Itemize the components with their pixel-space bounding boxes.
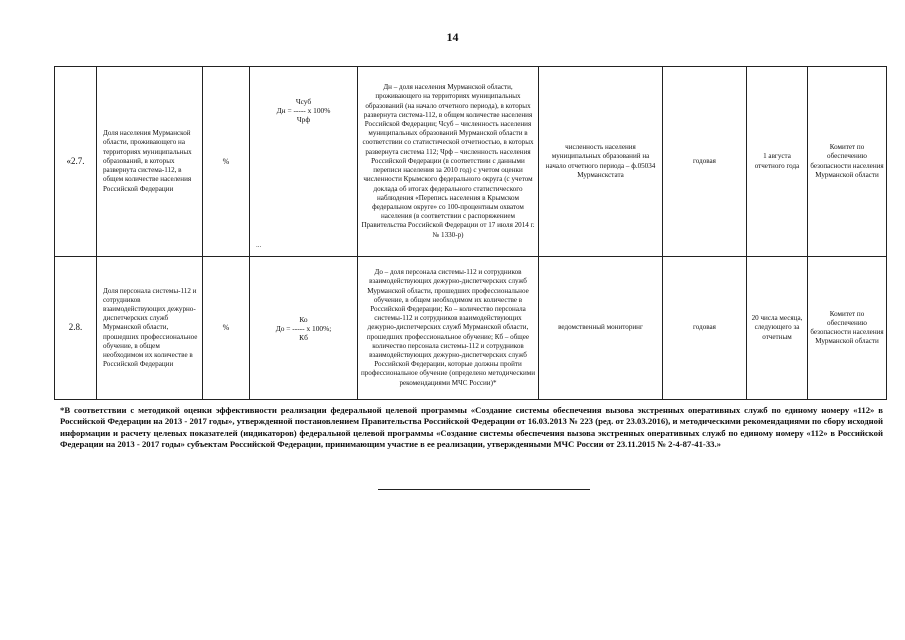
unit: % — [203, 257, 250, 400]
term: 20 числа месяца, следующего за отчетным — [747, 257, 808, 400]
indicators-table — [54, 66, 887, 400]
row-number: «2.7. — [55, 67, 97, 257]
formula — [252, 315, 355, 342]
formula-numerator: Ко — [299, 314, 308, 324]
term: 1 августа отчетного года — [747, 67, 808, 257]
formula-denominator: Чрф — [296, 115, 311, 124]
indicator-name: Доля персонала системы-112 и сотрудников взаимодействующих дежурно-диспетчерских служб Мурманской области, прошедших профессиональное обучение, в общем необходимом их количестве в Российской Федерации — [97, 257, 203, 400]
formula-denominator: Кб — [299, 332, 308, 342]
separator-line — [378, 489, 590, 490]
frequency: годовая — [663, 257, 747, 400]
data-source: ведомственный мониторинг — [539, 257, 663, 400]
table-row — [55, 257, 887, 400]
responsible: Комитет по обеспечению безопасности населения Мурманской области — [808, 257, 887, 400]
formula-cell — [250, 67, 358, 257]
data-source: численность населения муниципальных образований на начало отчетного периода – ф.05034 Мурманскстата — [539, 67, 663, 257]
footnote: *В соответствии с методикой оценки эффективности реализации федеральной целевой программы «Создание системы обеспечения вызова экстренных оперативных служб по единому номеру «112» в Российской Федерации на 2013 - 2017 годы», утвержденной постановлением Правительства Российской Федерации от 16.03.2013 № 223 (ред. от 23.03.2016), и методическими рекомендациями по сбору исходной информации и расчету целевых показателей (индикаторов) федеральной целевой программы «Создание системы обеспечения вызова экстренных оперативных служб по единому номеру «112» в Российской Федерации на 2013 - 2017 годы» субъектам Российской Федерации, принимающим участие в ее реализации, утвержденными МЧС России от 23.11.2015 № 2-4-87-41-33.» — [60, 405, 883, 450]
table-row — [55, 67, 887, 257]
formula-mark: ... — [256, 240, 262, 249]
formula-line: До = ----- х 100%; — [275, 323, 332, 333]
indicator-description: Дн – доля населения Мурманской области, проживающего на территориях муниципальных образований (на начало отчетного периода), в которых развернута система-112, в общем количестве населения Российской Федерации; Чсуб – численность населения муниципальных образований Мурманской области в соответствии со статистической отчетностью, в которых развернута система 112; Чрф – численность населения Российской Федерации (в соответствии с данными переписи населения за 2010 год) с учетом оценки численности Крымского федерального округа (с учетом доклада об итогах федерального статистического наблюдения «Перепись населения в Крымском федеральном округе» со 100-процентным охватом населения (в соответствии с распоряжением Правительства Российской Федерации от 17 июля 2014 г. № 1330-р) — [358, 67, 539, 257]
formula-cell — [250, 257, 358, 400]
unit: % — [203, 67, 250, 257]
formula-numerator: Чсуб — [295, 97, 312, 106]
formula-line: Дн = ----- х 100% — [276, 106, 331, 115]
indicator-name: Доля населения Мурманской области, проживающего на территориях муниципальных образований, в которых развернута система-112, в общем количестве населения Российской Федерации — [97, 67, 203, 257]
frequency: годовая — [663, 67, 747, 257]
formula — [252, 97, 355, 124]
responsible: Комитет по обеспечению безопасности населения Мурманской области — [808, 67, 887, 257]
page-number: 14 — [446, 30, 459, 44]
indicator-description: До – доля персонала системы-112 и сотрудников взаимодействующих дежурно-диспетчерских служб Мурманской области, прошедших профессиональное обучение, в общем необходимом их количестве в Российской Федерации; Ко – количество персонала системы-112 и сотрудников взаимодействующих дежурно-диспетчерских служб Мурманской области, прошедших профессиональное обучение; Кб – общее количество персонала системы-112 и сотрудников взаимодействующих дежурно-диспетчерских служб Российской Федерации, которые должны пройти профессиональное обучение (определено методическими рекомендациями МЧС России)* — [358, 257, 539, 400]
row-number: 2.8. — [55, 257, 97, 400]
